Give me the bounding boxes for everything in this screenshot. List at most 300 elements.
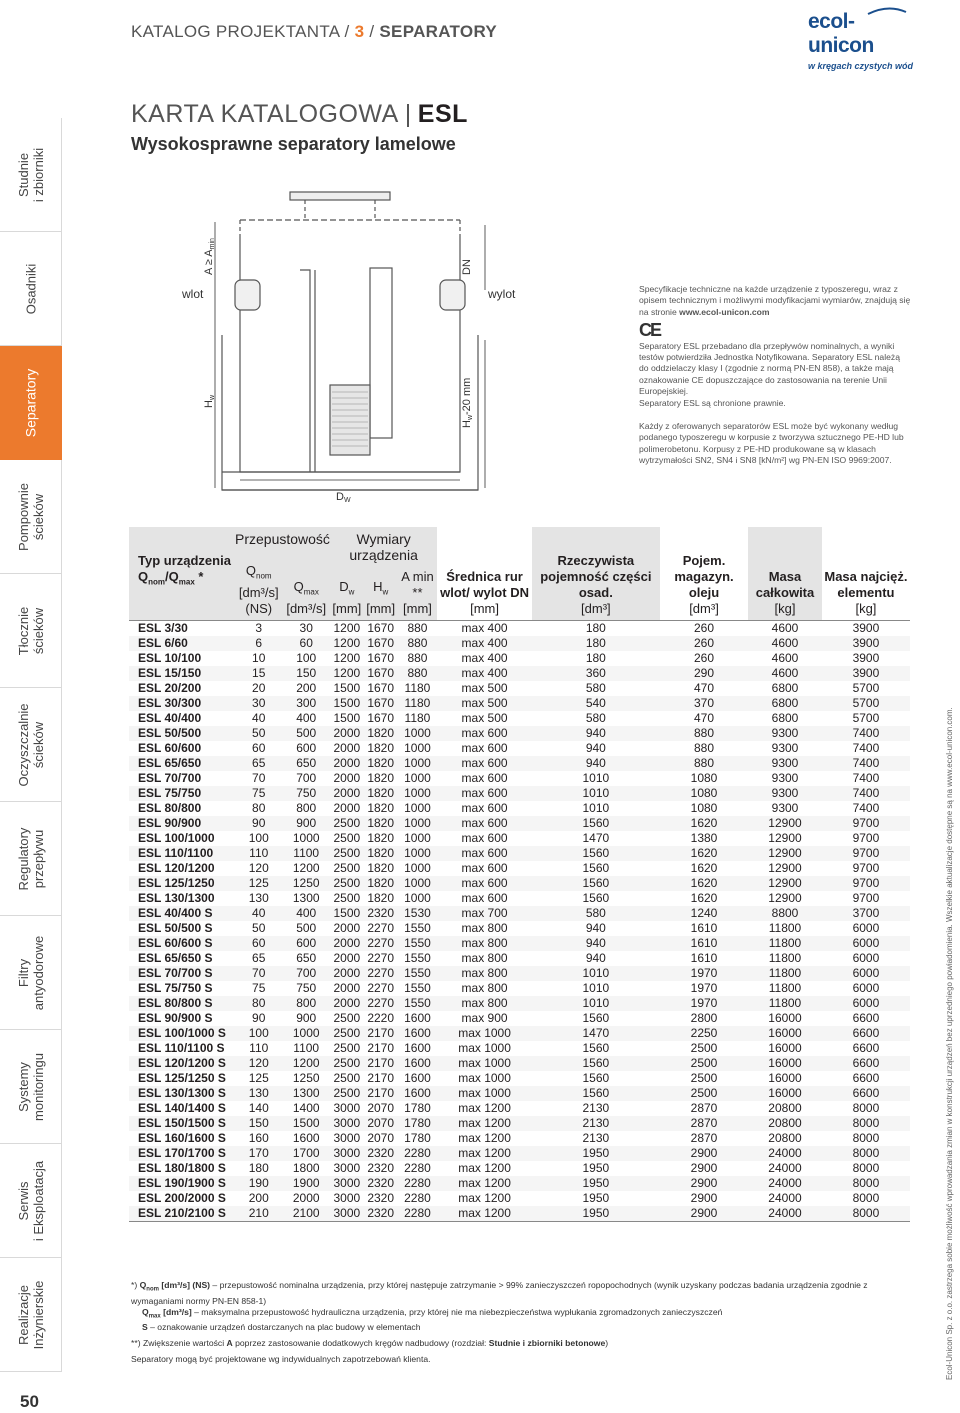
table-cell: 30 [235, 696, 282, 711]
table-cell: 3000 [333, 1100, 361, 1115]
table-row [129, 846, 910, 861]
table-cell: 1970 [690, 980, 718, 995]
table-cell: 6600 [852, 1040, 880, 1055]
table-cell: 2280 [398, 1206, 438, 1222]
sidebar-item-6[interactable] [0, 802, 62, 916]
table-cell: 1820 [364, 726, 398, 741]
table-cell: 6000 [822, 996, 910, 1011]
table-cell: 1560 [532, 1056, 660, 1071]
table-row [129, 1011, 910, 1026]
table-cell: 1950 [582, 1190, 610, 1205]
table-cell: 1500 [330, 906, 364, 921]
table-cell: 2170 [364, 1086, 398, 1101]
table-cell: 700 [296, 770, 317, 785]
table-cell: 2500 [690, 1040, 718, 1055]
table-cell: 4600 [748, 636, 822, 651]
sidebar-item-7[interactable] [0, 916, 62, 1030]
table-row [129, 711, 910, 726]
table-cell: ESL 6/60 [129, 636, 235, 651]
table-cell: 130 [235, 1086, 282, 1101]
table-cell: 1610 [660, 936, 748, 951]
table-cell: 7400 [822, 756, 910, 771]
table-cell: 50 [235, 726, 282, 741]
table-cell: 1970 [660, 966, 748, 981]
specification-table [129, 527, 910, 1222]
table-cell: 6000 [822, 936, 910, 951]
table-cell: ESL 160/1600 S [138, 1130, 226, 1145]
table-cell: 170 [235, 1146, 282, 1161]
table-cell: 1820 [364, 876, 398, 891]
table-row [129, 906, 910, 921]
table-cell: 6600 [822, 1086, 910, 1101]
sidebar-item-5[interactable] [0, 688, 62, 802]
table-cell: 2500 [330, 816, 364, 831]
table-cell: 1950 [532, 1206, 660, 1222]
table-cell: 1560 [532, 816, 660, 831]
hw-label: Hw [203, 394, 216, 408]
title-bar: | [404, 100, 412, 128]
table-cell: 1530 [398, 906, 438, 921]
title-prefix: KARTA KATALOGOWA [131, 100, 399, 128]
table-cell: 9300 [748, 756, 822, 771]
info-certification: Separatory ESL przebadano dla przepływów nominalnych, a wyniki testów potwierdziła Jednostka Notyfikowana. Separatory ESL należą do oddzielaczy klasy I (zgodnie z normą PN-EN 858), a także mają oznakowanie CE dopuszczające do zastosowania na terenie Unii Europejskiej. Separatory ESL są chronione prawnie. [639, 340, 900, 408]
table-cell: 1200 [333, 650, 361, 665]
table-row [129, 1056, 910, 1071]
table-cell: ESL 120/1200 [138, 860, 215, 875]
table-cell: 2320 [364, 1176, 398, 1191]
table-cell: 1100 [282, 846, 329, 861]
table-cell: 300 [282, 696, 329, 711]
table-cell: 12900 [748, 846, 822, 861]
col-mass: Masa całkowita [kg] [748, 527, 822, 620]
table-row [129, 966, 910, 981]
table-cell: 9700 [852, 890, 880, 905]
table-cell: 2270 [364, 936, 398, 951]
table-cell: 2270 [364, 966, 398, 981]
table-cell: 6800 [748, 696, 822, 711]
table-cell: max 800 [461, 980, 508, 995]
table-cell: ESL 75/750 S [138, 980, 213, 995]
table-cell: 1670 [367, 680, 395, 695]
table-cell: 470 [693, 680, 715, 695]
table-cell: 2500 [660, 1056, 748, 1071]
table-cell: 9700 [822, 846, 910, 861]
table-cell: 880 [407, 620, 428, 635]
table-cell: 2000 [330, 996, 364, 1011]
table-cell: 110 [249, 1040, 269, 1055]
table-cell: 3000 [333, 1190, 361, 1205]
table-cell: ESL 125/1250 [129, 876, 235, 891]
table-cell: 24000 [768, 1190, 802, 1205]
table-cell: 1620 [660, 816, 748, 831]
table-cell: 1560 [582, 1010, 610, 1025]
table-cell: 580 [532, 906, 660, 921]
table-cell: 360 [532, 666, 660, 681]
sidebar-item-9[interactable] [0, 1144, 62, 1258]
table-cell: 16000 [748, 1026, 822, 1041]
table-cell: 40 [235, 906, 282, 921]
table-cell: 12900 [748, 816, 822, 831]
table-cell: 2900 [660, 1146, 748, 1161]
table-row [129, 756, 910, 771]
table-cell: ESL 40/400 S [129, 906, 235, 921]
table-cell: 8000 [852, 1160, 880, 1175]
product-info [639, 284, 911, 474]
table-row [129, 726, 910, 741]
table-row [129, 876, 910, 891]
table-cell: 5700 [852, 680, 880, 695]
table-cell: 2000 [330, 966, 364, 981]
table-cell: 6600 [822, 1026, 910, 1041]
table-cell: 2070 [367, 1100, 395, 1115]
sidebar-item-label: Oczyszczalnie ścieków [15, 702, 46, 787]
table-cell: 1560 [582, 890, 610, 905]
table-cell: max 800 [461, 950, 508, 965]
table-cell: 60 [235, 936, 282, 951]
sidebar-item-8[interactable] [0, 1030, 62, 1144]
table-cell: 1500 [333, 680, 361, 695]
table-cell: 1200 [330, 666, 364, 681]
table-cell: 1000 [404, 830, 431, 845]
table-cell: 12900 [768, 860, 802, 875]
table-cell: 10 [252, 650, 266, 665]
table-cell: 1550 [404, 920, 431, 935]
table-cell: ESL 65/650 S [138, 950, 213, 965]
sidebar-item-3[interactable] [0, 460, 62, 574]
table-cell: max 700 [437, 906, 531, 921]
table-cell: max 600 [461, 860, 508, 875]
table-cell: 6800 [771, 680, 799, 695]
table-cell: 6000 [852, 980, 880, 995]
table-cell: 2000 [333, 800, 361, 815]
table-cell: ESL 90/900 S [138, 1010, 213, 1025]
a-min-label: A ≥ Amin [203, 238, 216, 275]
table-cell: 2070 [367, 1130, 395, 1145]
table-cell: 2500 [330, 876, 364, 891]
table-cell: 3900 [852, 650, 880, 665]
table-cell: 140 [248, 1100, 269, 1115]
table-cell: 8000 [822, 1116, 910, 1131]
table-cell: max 600 [461, 770, 508, 785]
table-cell: 500 [296, 920, 317, 935]
note-link[interactable]: Studnie i zbiorniki betonowe [488, 1338, 606, 1349]
table-cell: 75 [252, 980, 266, 995]
table-cell: 5700 [852, 710, 880, 725]
table-cell: 160 [248, 1130, 269, 1145]
table-cell: 11800 [748, 966, 822, 981]
table-cell: 7400 [822, 726, 910, 741]
table-cell: 1600 [398, 1026, 438, 1041]
table-cell: 1500 [333, 710, 361, 725]
table-cell: ESL 80/800 S [129, 996, 235, 1011]
table-cell: 1560 [532, 846, 660, 861]
table-cell: 1200 [330, 636, 364, 651]
note-qmax: $Q_{max}$ [dm³/s] – maksymalna przepustowość hydrauliczna urządzenia, przy której nie ma niebezpieczeństwa wypłukania zgromadzonych zanieczyszczeń [142, 1306, 723, 1320]
table-cell: max 1200 [437, 1116, 531, 1131]
table-cell: 750 [282, 786, 329, 801]
sidebar-item-0[interactable] [0, 118, 62, 232]
table-cell: 2130 [532, 1116, 660, 1131]
info-link[interactable]: www.ecol-unicon.com [679, 306, 770, 317]
table-cell: 65 [235, 756, 282, 771]
table-cell: 1600 [404, 1040, 431, 1055]
table-cell: 2000 [330, 756, 364, 771]
table-cell: ESL 100/1000 S [129, 1026, 235, 1041]
table-cell: 1670 [364, 636, 398, 651]
table-cell: 9700 [852, 860, 880, 875]
table-cell: 470 [693, 710, 715, 725]
table-cell: 1080 [690, 800, 718, 815]
table-cell: 1820 [367, 830, 395, 845]
table-cell: ESL 210/2100 S [129, 1206, 235, 1222]
table-cell: 2320 [364, 1146, 398, 1161]
table-cell: 1560 [532, 1086, 660, 1101]
table-cell: 1010 [582, 980, 610, 995]
table-cell: 2900 [660, 1176, 748, 1191]
table-cell: 2500 [660, 1086, 748, 1101]
table-cell: max 1200 [437, 1176, 531, 1191]
table-row [129, 1116, 910, 1131]
table-cell: ESL 15/150 [129, 666, 235, 681]
table-cell: 370 [660, 696, 748, 711]
table-cell: 12900 [768, 890, 802, 905]
table-cell: 1780 [404, 1100, 431, 1115]
table-cell: 1550 [404, 950, 431, 965]
table-cell: 1950 [532, 1146, 660, 1161]
table-cell: 1600 [404, 1010, 431, 1025]
table-cell: ESL 150/1500 S [129, 1116, 235, 1131]
col-dw: $D_w$ [mm] [330, 563, 364, 620]
table-cell: 2000 [333, 770, 361, 785]
table-cell: 2170 [367, 1040, 395, 1055]
table-cell: 1000 [404, 890, 431, 905]
table-cell: 2070 [364, 1116, 398, 1131]
logo-swoosh-icon [808, 4, 908, 16]
table-cell: 8000 [822, 1146, 910, 1161]
table-cell: ESL 110/1100 S [138, 1040, 225, 1055]
sidebar-item-label: Serwis i Eksploatacja [15, 1160, 46, 1241]
table-cell: 2000 [330, 936, 364, 951]
sidebar-item-label: Studnie i zbiorniki [15, 147, 46, 202]
table-cell: max 1200 [437, 1206, 531, 1222]
table-cell: max 800 [461, 920, 508, 935]
table-cell: max 600 [437, 726, 531, 741]
table-cell: 1010 [582, 770, 610, 785]
table-cell: 110 [235, 846, 282, 861]
table-cell: 1600 [404, 1070, 431, 1085]
table-cell: 1400 [292, 1100, 320, 1115]
table-cell: 2280 [404, 1190, 431, 1205]
table-cell: 1670 [367, 710, 395, 725]
sidebar-item-10[interactable] [0, 1258, 62, 1372]
table-cell: 2900 [690, 1190, 718, 1205]
table-cell: ESL 130/1300 [138, 890, 215, 905]
table-cell: 1010 [582, 800, 610, 815]
table-row [129, 816, 910, 831]
table-cell: 1010 [532, 786, 660, 801]
table-cell: max 600 [437, 786, 531, 801]
table-cell: 2900 [660, 1206, 748, 1222]
table-cell: 1000 [398, 876, 438, 891]
table-cell: 2500 [690, 1070, 718, 1085]
table-cell: 1820 [367, 860, 395, 875]
table-cell: 9700 [852, 830, 880, 845]
title-product: ESL [417, 100, 468, 128]
table-cell: 800 [296, 800, 317, 815]
table-cell: 1100 [293, 1040, 320, 1055]
table-cell: 2000 [333, 920, 361, 935]
table-cell: ESL 110/1100 [129, 846, 235, 861]
table-cell: 70 [252, 770, 266, 785]
brand-logo[interactable] [808, 10, 914, 71]
table-cell: 20800 [748, 1116, 822, 1131]
table-cell: 940 [532, 756, 660, 771]
table-cell: max 1200 [458, 1100, 511, 1115]
table-cell: 3000 [330, 1176, 364, 1191]
table-cell: 2500 [333, 1070, 361, 1085]
table-row [129, 741, 910, 756]
table-cell: 1820 [364, 846, 398, 861]
table-cell: 150 [235, 1116, 282, 1131]
table-cell: 20800 [768, 1130, 802, 1145]
table-cell: 1300 [282, 1086, 329, 1101]
table-cell: 120 [248, 860, 269, 875]
table-cell: 8000 [852, 1130, 880, 1145]
sidebar-item-2[interactable] [0, 346, 62, 460]
sidebar-item-4[interactable] [0, 574, 62, 688]
table-cell: max 400 [437, 636, 531, 651]
table-cell: 7400 [852, 770, 880, 785]
table-cell: 1000 [404, 860, 431, 875]
table-cell: 8000 [822, 1206, 910, 1222]
table-cell: 900 [282, 816, 329, 831]
table-cell: 2170 [364, 1056, 398, 1071]
table-cell: max 600 [461, 800, 508, 815]
table-cell: 11800 [748, 936, 822, 951]
table-cell: 1820 [364, 756, 398, 771]
table-cell: 4600 [771, 650, 799, 665]
dn-label: DN [461, 259, 473, 275]
table-cell: 1800 [292, 1160, 320, 1175]
table-cell: 100 [235, 1026, 282, 1041]
table-cell: max 1200 [458, 1160, 511, 1175]
table-cell: 700 [282, 966, 329, 981]
breadcrumb-section: SEPARATORY [379, 22, 498, 41]
table-cell: 880 [660, 726, 748, 741]
table-cell: ESL 90/900 [129, 816, 235, 831]
table-cell: 2270 [367, 950, 395, 965]
table-cell: 940 [585, 740, 606, 755]
table-cell: 11800 [748, 996, 822, 1011]
col-qmax: $Q_{max}$ [dm³/s] [282, 563, 329, 620]
table-row [129, 786, 910, 801]
table-cell: 7400 [822, 786, 910, 801]
table-cell: 6000 [852, 920, 880, 935]
table-cell: 120 [235, 1056, 282, 1071]
table-cell: 600 [296, 740, 317, 755]
table-cell: 150 [282, 666, 329, 681]
table-cell: 2270 [367, 980, 395, 995]
table-cell: 2870 [690, 1100, 718, 1115]
table-cell: 16000 [768, 1010, 802, 1025]
col-amin: A min ** [mm] [398, 563, 438, 620]
table-cell: 16000 [768, 1040, 802, 1055]
table-cell: 4600 [748, 666, 822, 681]
table-cell: 11800 [768, 950, 802, 965]
table-cell: 1200 [292, 860, 320, 875]
table-cell: 1780 [404, 1130, 431, 1145]
table-cell: 2500 [330, 1026, 364, 1041]
table-cell: ESL 75/750 [129, 786, 235, 801]
sidebar-item-label: Systemy monitoringu [15, 1052, 46, 1121]
table-cell: 1000 [282, 1026, 329, 1041]
table-cell: 7400 [852, 740, 880, 755]
table-row [129, 1161, 910, 1176]
table-cell: 1010 [532, 966, 660, 981]
table-cell: 3 [255, 620, 263, 635]
table-row [129, 891, 910, 906]
breadcrumb-separator: / [369, 22, 375, 41]
page-number: 50 [20, 1392, 39, 1411]
table-cell: 2280 [398, 1146, 438, 1161]
table-cell: max 400 [461, 650, 508, 665]
table-cell: 24000 [748, 1176, 822, 1191]
sidebar-item-1[interactable] [0, 232, 62, 346]
info-spec: Specyfikacje techniczne na każde urządzenie z typoszeregu, wraz z opisem technicznym i możliwymi modyfikacjami wymiarów, znajdują się na stronie www.ecol-unicon.com [639, 284, 911, 317]
table-cell: ESL 50/500 [129, 726, 235, 741]
table-cell: 1240 [660, 906, 748, 921]
group-dimensions: Wymiary urządzenia [330, 527, 437, 563]
table-row [129, 651, 910, 666]
table-cell: 4600 [771, 620, 799, 635]
table-cell: 1670 [367, 620, 395, 635]
table-cell: 2870 [690, 1130, 718, 1145]
table-cell: 260 [693, 620, 715, 635]
table-cell: max 900 [461, 1010, 508, 1025]
table-cell: 1250 [282, 876, 329, 891]
table-cell: 6 [235, 636, 282, 651]
table-cell: 75 [235, 786, 282, 801]
table-cell: 2320 [364, 1206, 398, 1222]
table-cell: 400 [282, 906, 329, 921]
table-cell: ESL 100/1000 [138, 830, 215, 845]
sidebar-item-label: Regulatory przepływu [15, 827, 46, 890]
outlet-label: wylot [488, 287, 516, 301]
table-cell: 24000 [748, 1146, 822, 1161]
breadcrumb-number: 3 [354, 22, 365, 41]
table-cell: 2270 [367, 920, 395, 935]
sidebar-item-label: Tłocznie ścieków [15, 606, 46, 655]
logo-tagline: w kręgach czystych wód [808, 61, 914, 71]
table-cell: 180 [585, 650, 606, 665]
table-cell: max 500 [461, 680, 508, 695]
table-row [129, 1131, 910, 1146]
table-cell: 750 [296, 980, 317, 995]
table-cell: 580 [585, 710, 606, 725]
table-cell: 2320 [367, 1160, 395, 1175]
table-cell: max 1200 [458, 1130, 511, 1145]
table-cell: 11800 [768, 980, 802, 995]
table-cell: 1820 [367, 890, 395, 905]
table-cell: 3900 [852, 620, 880, 635]
table-cell: 2320 [367, 1190, 395, 1205]
table-cell: 2100 [282, 1206, 329, 1222]
table-cell: 2130 [582, 1100, 610, 1115]
table-cell: 1560 [582, 860, 610, 875]
table-cell: ESL 200/2000 S [138, 1190, 226, 1205]
table-cell: 1620 [660, 876, 748, 891]
table-cell: 880 [693, 740, 715, 755]
